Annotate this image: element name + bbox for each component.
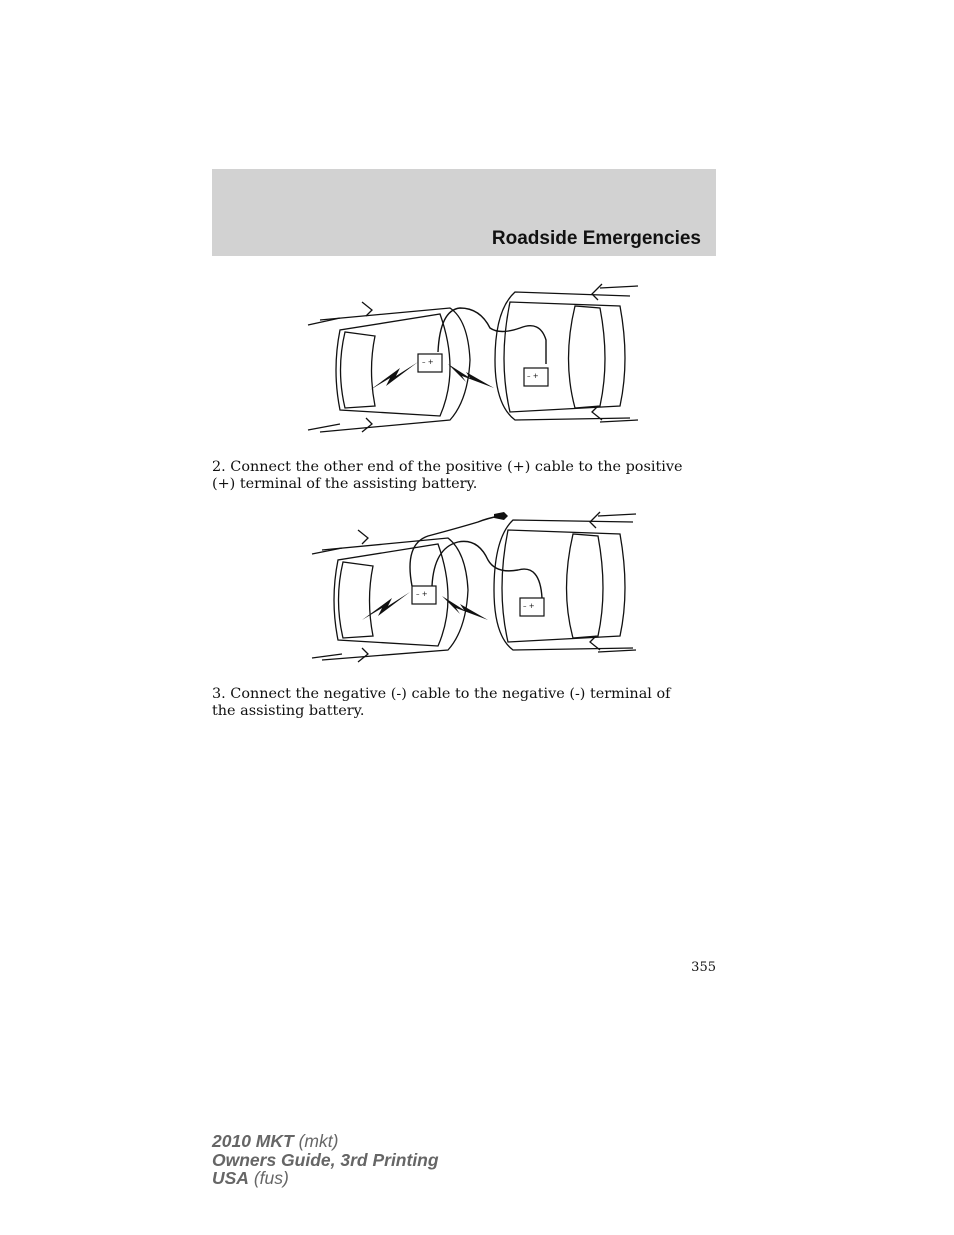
right-mirror-top [590,512,600,528]
footer-line-model [212,1132,439,1151]
cars-diagram-2 [308,508,643,670]
lightning-icon-right [448,364,494,388]
page-number: 355 [691,960,716,975]
right-car-hood [502,530,625,642]
step2-instruction: 2. Connect the other end of the positive (+) cable to the positive (+) terminal of the assisting battery. [212,459,683,492]
document-footer [212,1132,439,1188]
jumper-cable-positive [438,308,546,364]
footer-printing: Owners Guide, 3rd Printing [212,1149,439,1170]
assisting-battery-label: – + [523,602,535,610]
right-car-windshield [569,306,606,408]
jumper-cable-positive [432,541,542,598]
jumper-cable-negative [410,516,500,586]
section-header-band [212,169,716,256]
left-car-windshield [341,332,376,408]
left-mirror-bottom [362,418,372,432]
jump-start-diagram-step1 [300,280,645,440]
right-car-hood [504,302,625,412]
step3-instruction: 3. Connect the negative (-) cable to the negative (-) terminal of the assisting battery. [212,686,671,719]
jump-start-diagram-step2 [308,508,643,670]
footer-model: 2010 MKT [212,1131,294,1151]
right-car-windshield [567,534,604,638]
dead-battery-label: – + [422,358,434,366]
footer-market: USA [212,1168,249,1188]
right-car-body [495,292,630,420]
cars-diagram-1 [300,280,645,440]
cable-clamp-icon [494,512,508,520]
left-mirror-top [358,530,368,544]
left-car-windshield [339,562,374,638]
right-car-body [494,520,633,650]
lightning-icon-left [370,362,418,390]
footer-market-code: (fus) [253,1168,289,1188]
left-mirror-top [362,302,372,316]
footer-model-code: (mkt) [298,1131,339,1151]
footer-line-market [212,1169,439,1188]
assisting-battery-label: – + [527,372,539,380]
left-mirror-bottom [358,648,368,662]
right-mirror-top [592,284,602,300]
section-title: Roadside Emergencies [491,228,701,249]
dead-battery-label: – + [416,590,428,598]
